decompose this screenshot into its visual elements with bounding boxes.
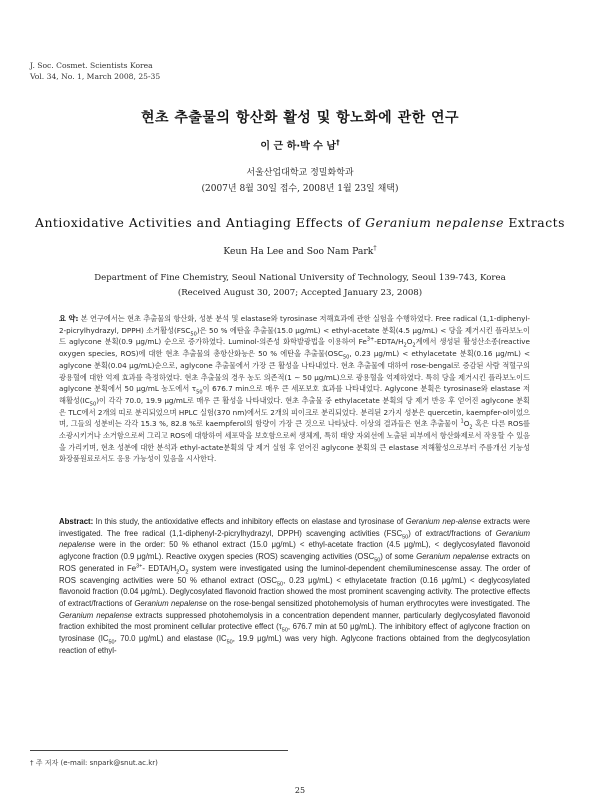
- en-text: extracts suppressed photohemolysis in a concentration dependent manner, particularly deglycosylated flavonoid fraction exhibited the most prominent cellular protective effect (τ: [59, 610, 531, 632]
- ko-text: )이 각각 70.0, 19.9 μg/mL로 매우 큰 활성을 나타내었다. 현초 추출물 중 ethylacetate 분획의 당 제거 반응 후 얻어진 aglycone 분획은 TLC에서 2개의 띠로 분리되었으며 HPLC 실험(370 nm)에서도 2개의 피이크로 분리되었다. 분리된 2가지 성분은 quercetin, kaempfer-ol이었으며, 그들의 성분비는 각각 15.3 %, 82.8 %로 kaempferol의 함량이 가장 큰 것으로 나타났다. 이상의 결과들은 현초 추출물이: [59, 395, 530, 429]
- corresponding-author-footnote: † 주 저자 (e-mail: snpark@snut.ac.kr): [30, 759, 158, 767]
- english-title-post: Extracts: [503, 215, 565, 230]
- english-title-pre: Antioxidative Activities and Antiaging Effects of: [35, 215, 366, 230]
- ko-text: , 0.23 μg/mL) < ethylacetate 분획(0.16 μg/mL) < aglycone 분획(0.04 μg/mL)순으로, aglycone 추출물에서 가장 큰 활성을 나타내었다. 현초 추출물에 대하여 rose-bengal로 증감된 사람 적혈구의 광용혈에 대한 억제 효과를 측정하였다. 현초 추출물의 경우 농도 의존적(1 ∼ 50 μg/mL)으로 광용혈을 억제하였다. 특히 당을 제거시킨 플라보노이드 aglycone 분획에서 50 μg/mL 농도에서 τ: [59, 349, 530, 394]
- ko-text: )은 50 % 에탄올 추출물(15.0 μg/mL) < ethyl-acetate 분획(4.5 μg/mL) < 당을 제거시킨 플라보노이드 aglycone 분획(0.9 μg/mL) 순으로 증가하였다. Luminol-의존성 화학발광법을 이용하여 Fe: [59, 325, 530, 347]
- ko-sub: 50: [342, 354, 350, 361]
- journal-volume: Vol. 34, No. 1, March 2008, 25-35: [30, 72, 161, 81]
- en-text: were in the order: 50 % ethanol extract (15.0 μg/mL) < ethyl-acetate fraction (4.5 μg/mL), < deglycosylated flavonoid aglycone fraction (0.9 μg/mL). Reactive oxygen species (ROS) scavenging activities (OSC: [59, 540, 530, 562]
- korean-dates: (2007년 8월 30일 접수, 2008년 1월 23일 채택): [201, 184, 399, 194]
- en-sub: 50: [108, 639, 115, 646]
- korean-authors: [0, 137, 600, 152]
- english-corresponding-dagger: †: [373, 243, 377, 252]
- ko-sub: 2: [403, 342, 407, 349]
- ko-sub: 50: [89, 401, 97, 408]
- en-sub: 50: [402, 534, 409, 541]
- en-text: - EDTA/H: [142, 563, 177, 573]
- ko-text: O: [463, 419, 470, 429]
- english-abstract: [59, 516, 530, 656]
- en-sup: 3+: [136, 563, 143, 570]
- ko-text: O: [406, 337, 413, 347]
- ko-sup: 1: [460, 418, 464, 425]
- en-text: ) of some: [380, 552, 417, 562]
- en-text: system were investigated using the luminol-dependent chemiluminescense assay. The order of ROS scavenging activities were 50 % ethanol extract (OSC: [59, 563, 530, 585]
- en-text: , 19.9 μg/mL) was very high. Aglycone fractions obtained from the deglycosylation reaction of ethyl-: [59, 634, 530, 655]
- en-text: O: [179, 563, 186, 573]
- en-sub: 50: [277, 581, 284, 588]
- en-sub: 50: [226, 639, 233, 646]
- journal-header: [30, 60, 160, 82]
- ko-sub: 2: [412, 342, 416, 349]
- page-number: 25: [294, 786, 306, 795]
- ko-sub: 50: [196, 389, 203, 396]
- ko-text: 이 676.7 min으로 매우 큰 세포보호 효과를 나타내었다. Aglycone 분획은 tyrosinase와 elastase 저해활성(IC: [59, 384, 530, 405]
- en-text: extracts were investigated. The free radical (1,1-diphenyl-2-picrylhydrazyl, DPPH) scavenging activities (FSC: [59, 517, 530, 538]
- en-sub: 2: [185, 569, 189, 576]
- en-text: In this study, the antioxidative effects and inhibitory effects on elastase and tyrosinase of: [93, 517, 406, 526]
- en-sub: 50: [374, 557, 381, 564]
- english-abstract-label: Abstract:: [59, 517, 94, 526]
- en-text: , 0.23 μg/mL) < ethylacetate fraction (0.16 μg/mL) < deglycosylated flavonoid fraction (0.04 μg/mL). Deglycosylated flavonoid fraction showed the most prominent scavenging activity. The protective effects of extract/fractions of: [59, 575, 530, 608]
- english-title-species: Geranium nepalense: [365, 215, 504, 230]
- en-species: Geranium nep-alense: [405, 517, 481, 526]
- footnote-divider: [30, 750, 288, 751]
- english-author-names: Keun Ha Lee and Soo Nam Park: [223, 246, 374, 257]
- english-dates: (Received August 30, 2007; Accepted January 23, 2008): [177, 288, 423, 298]
- ko-sub: 50: [190, 331, 197, 338]
- english-title: [0, 215, 600, 230]
- en-sub: 50: [281, 627, 288, 634]
- korean-affiliation: 서울산업대학교 정밀화학과: [246, 168, 354, 178]
- korean-title: 현초 추출물의 항산화 활성 및 항노화에 관한 연구: [140, 110, 460, 126]
- en-text: on the rose-bengal sensitized photohemolysis of human erythrocytes were investigated. The: [206, 598, 531, 608]
- ko-text: 계에서 생성된 활성산소종(reactive oxygen species, ROS)에 대한 현초 추출물의 총항산화능은 50 % 에탄올 추출물(OSC: [59, 337, 530, 359]
- en-text: , 70.0 μg/mL) and elastase (IC: [114, 634, 227, 644]
- journal-name: J. Soc. Cosmet. Scientists Korea: [30, 61, 153, 70]
- ko-text: 본 연구에서는 현초 추출물의 항산화, 성분 분석 및 elastase와 tyrosinase 저해효과에 관한 실험을 수행하였다. Free radical (1,1-diphenyl-2-picrylhydrazyl, DPPH) 소거활성(FSC: [59, 314, 530, 335]
- en-species: Geranium nepalense: [134, 598, 207, 608]
- english-authors: [0, 243, 600, 257]
- en-species: Geranium nepalense: [416, 552, 489, 562]
- korean-abstract-label: 요 약:: [59, 314, 79, 323]
- en-sub: 2: [176, 569, 180, 576]
- english-affiliation: Department of Fine Chemistry, Seoul National University of Technology, Seoul 139-743, Korea: [94, 273, 506, 283]
- en-species: Geranium nepalense: [59, 528, 530, 550]
- corresponding-dagger: †: [336, 138, 340, 147]
- korean-abstract: [59, 313, 530, 465]
- ko-text: -EDTA/H: [374, 337, 404, 347]
- ko-sub: 2: [469, 424, 473, 431]
- korean-author-names: 이 근 하·박 수 남: [260, 141, 337, 152]
- en-text: extracts on ROS generated in Fe: [59, 552, 530, 573]
- ko-text: 혹은 다른 ROS를 소광시키거나 소거함으로써 그리고 ROS에 대항하여 세포막을 보호함으로써 생체계, 특히 태양 자외선에 노출된 피부에서 항산화제로서 작용할 수 있음을 가리키며, 현초 성분에 대한 분석과 ethyl-actate분획의 당 제거 실험 후 얻어진 aglycone 분획의 큰 elastase 저해활성으로부터 주름개선 기능성 화장품원료로서도 응용 가능성이 있음을 시사한다.: [59, 419, 530, 464]
- en-text: ) of extract/fractions of: [408, 528, 496, 538]
- en-species: Geranium nepalense: [59, 610, 133, 620]
- ko-sup: 3+: [366, 337, 375, 344]
- en-text: , 676.7 min at 50 μg/mL). The inhibitory effect of aglycone fraction on tyrosinase (IC: [59, 622, 530, 644]
